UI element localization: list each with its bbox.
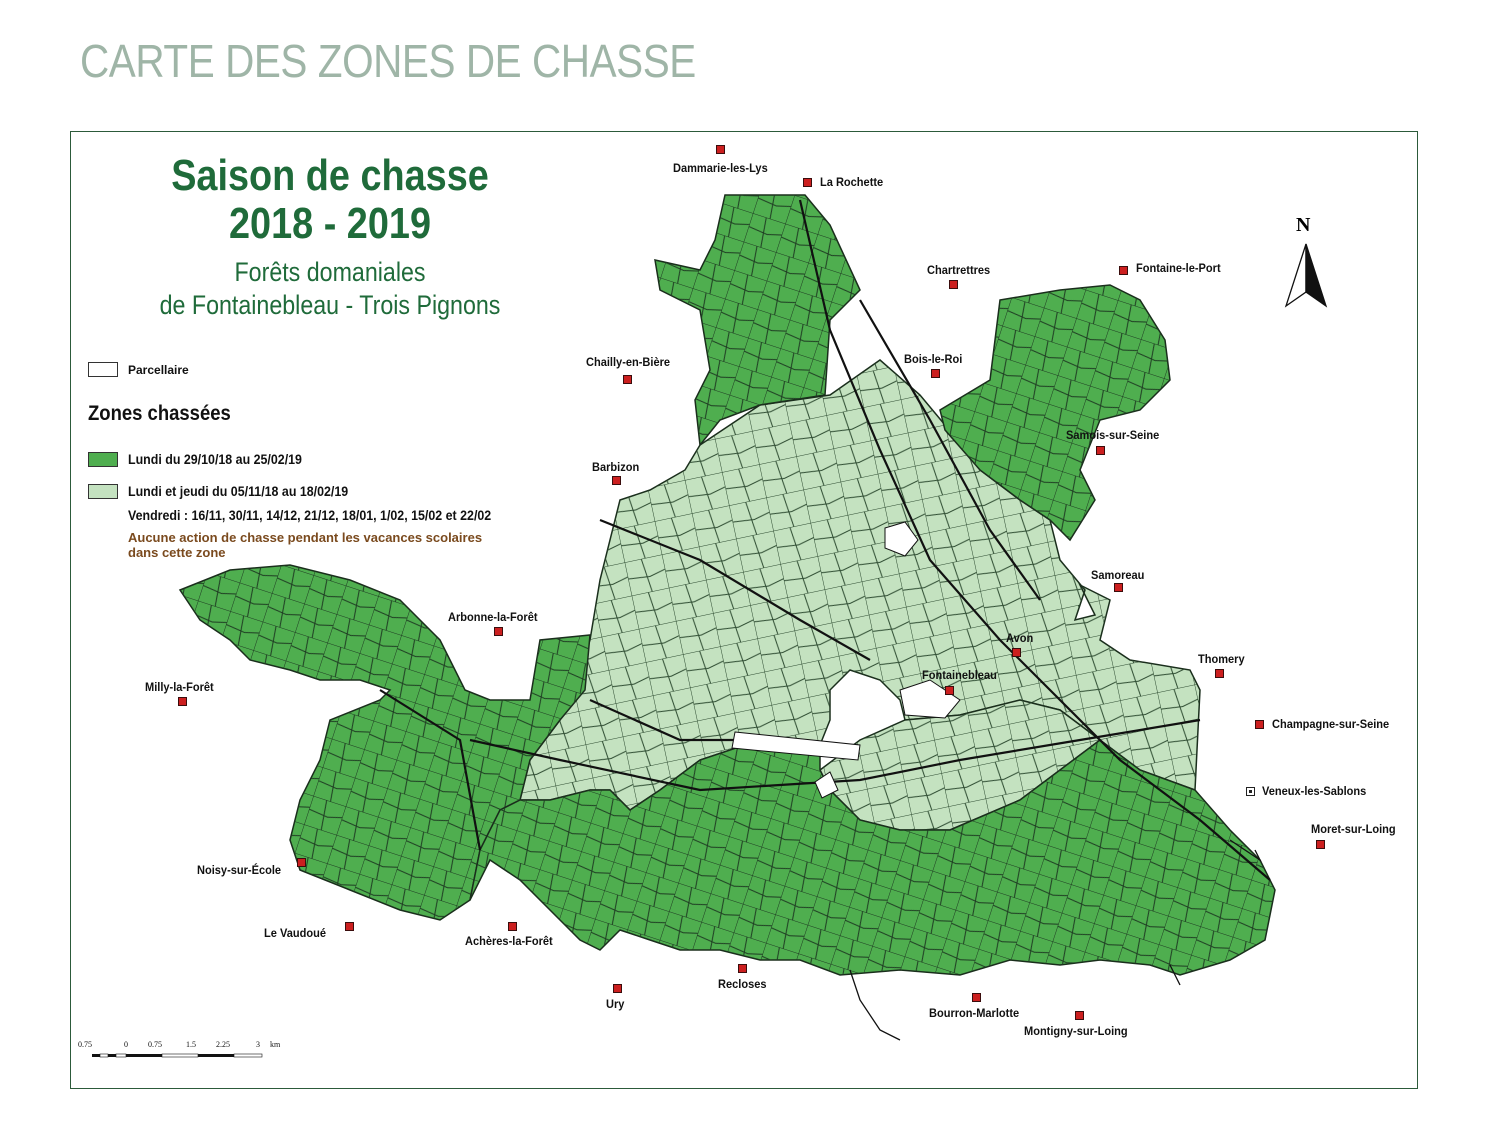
map-season: 2018 - 2019 xyxy=(229,199,431,248)
legend-zone2-friday-row xyxy=(128,508,523,523)
town-label[interactable]: Fontaine-le-Port xyxy=(1136,261,1221,275)
town-marker-icon xyxy=(949,280,958,289)
town-label[interactable]: Samoreau xyxy=(1091,568,1145,582)
legend-zone2-note-line2: dans cette zone xyxy=(128,545,226,560)
zone1-swatch xyxy=(88,452,118,467)
zone2-swatch xyxy=(88,484,118,499)
scale-bar xyxy=(78,1040,308,1070)
town-marker-icon xyxy=(612,476,621,485)
legend-zone2-note-line1: Aucune action de chasse pendant les vacances scolaires xyxy=(128,530,483,545)
town-marker-icon xyxy=(345,922,354,931)
town-label[interactable]: Bourron-Marlotte xyxy=(929,1006,1020,1020)
map-title-block xyxy=(95,152,565,322)
town-marker-icon xyxy=(945,686,954,695)
town-marker-icon xyxy=(931,369,940,378)
town-marker-icon xyxy=(1255,720,1264,729)
north-arrow-icon xyxy=(1284,214,1334,324)
town-marker-icon xyxy=(178,697,187,706)
map-subtitle-line2: de Fontainebleau - Trois Pignons xyxy=(159,290,501,320)
town-label[interactable]: Barbizon xyxy=(592,460,640,474)
town-marker-icon xyxy=(1215,669,1224,678)
map-title: Saison de chasse xyxy=(171,151,489,200)
north-label: N xyxy=(1296,214,1311,236)
town-marker-icon xyxy=(803,178,812,187)
town-label[interactable]: Dammarie-les-Lys xyxy=(673,161,768,175)
parcellaire-swatch xyxy=(88,362,118,377)
legend-zone1 xyxy=(88,452,317,467)
scale-label: 0.75 xyxy=(78,1040,92,1049)
map-subtitle-line1: Forêts domaniales xyxy=(234,257,426,287)
town-marker-icon xyxy=(1246,787,1255,796)
town-label[interactable]: Arbonne-la-Forêt xyxy=(448,610,538,624)
town-label[interactable]: Le Vaudoué xyxy=(264,926,326,940)
town-label[interactable]: Montigny-sur-Loing xyxy=(1024,1024,1128,1038)
scale-label: km xyxy=(270,1040,281,1049)
scale-label: 3 xyxy=(256,1040,260,1049)
town-label[interactable]: Recloses xyxy=(718,977,767,991)
town-label[interactable]: Champagne-sur-Seine xyxy=(1272,717,1390,731)
town-marker-icon xyxy=(1119,266,1128,275)
town-label[interactable]: Noisy-sur-École xyxy=(197,863,282,877)
legend-zone2-friday: Vendredi : 16/11, 30/11, 14/12, 21/12, 18/01, 1/02, 15/02 et 22/02 xyxy=(128,508,492,523)
town-label[interactable]: La Rochette xyxy=(820,175,884,189)
town-marker-icon xyxy=(1096,446,1105,455)
north-arrow xyxy=(1284,214,1334,324)
town-marker-icon xyxy=(494,627,503,636)
legend-zone2-label: Lundi et jeudi du 05/11/18 au 18/02/19 xyxy=(128,484,349,499)
town-marker-icon xyxy=(508,922,517,931)
town-marker-icon xyxy=(297,858,306,867)
town-label[interactable]: Veneux-les-Sablons xyxy=(1262,784,1367,798)
town-marker-icon xyxy=(1114,583,1123,592)
town-label[interactable]: Chartrettres xyxy=(927,263,991,277)
page-title: CARTE DES ZONES DE CHASSE xyxy=(80,35,696,87)
town-marker-icon xyxy=(716,145,725,154)
scale-label: 0.75 xyxy=(148,1040,162,1049)
legend-parcellaire xyxy=(88,362,189,377)
town-marker-icon xyxy=(623,375,632,384)
town-marker-icon xyxy=(1316,840,1325,849)
legend-parcellaire-label: Parcellaire xyxy=(128,362,189,377)
town-marker-icon xyxy=(1075,1011,1084,1020)
scale-label: 2.25 xyxy=(216,1040,230,1049)
legend-heading-row xyxy=(88,402,250,426)
legend-heading: Zones chassées xyxy=(88,402,231,425)
scale-label: 0 xyxy=(124,1040,128,1049)
town-label[interactable]: Achères-la-Forêt xyxy=(465,934,553,948)
town-label[interactable]: Thomery xyxy=(1198,652,1245,666)
town-marker-icon xyxy=(613,984,622,993)
town-marker-icon xyxy=(1012,648,1021,657)
town-label[interactable]: Milly-la-Forêt xyxy=(145,680,214,694)
town-label[interactable]: Chailly-en-Bière xyxy=(586,355,671,369)
town-label[interactable]: Moret-sur-Loing xyxy=(1311,822,1396,836)
scale-bar-graphic xyxy=(78,1050,308,1072)
town-marker-icon xyxy=(972,993,981,1002)
town-label[interactable]: Avon xyxy=(1006,631,1034,645)
town-label[interactable]: Bois-le-Roi xyxy=(904,352,963,366)
scale-label: 1.5 xyxy=(186,1040,196,1049)
town-label[interactable]: Fontainebleau xyxy=(922,668,997,682)
legend-zone2 xyxy=(88,484,367,499)
town-label[interactable]: Samois-sur-Seine xyxy=(1066,428,1160,442)
town-marker-icon xyxy=(738,964,747,973)
legend-zone1-label: Lundi du 29/10/18 au 25/02/19 xyxy=(128,452,302,467)
legend-zone2-note xyxy=(128,530,482,560)
town-label[interactable]: Ury xyxy=(606,997,625,1011)
